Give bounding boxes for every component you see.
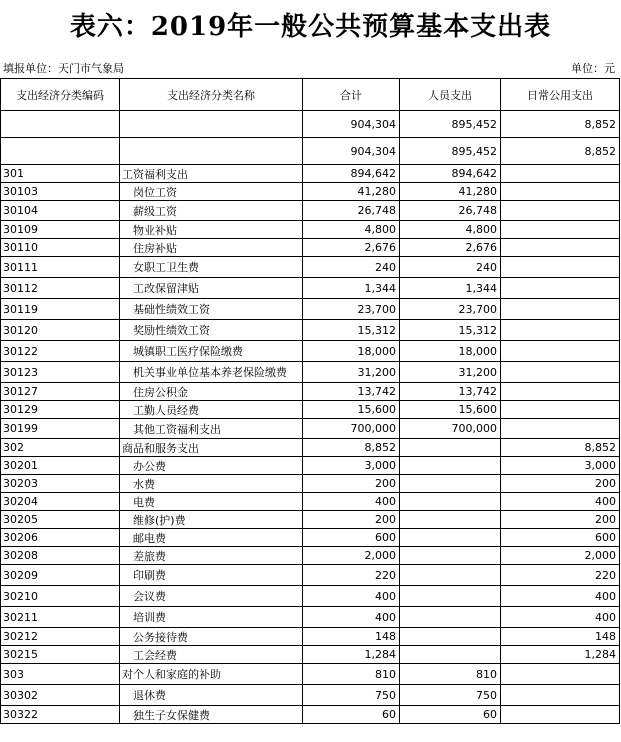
table-row [1, 439, 620, 457]
total-cell: 700,000 [303, 419, 400, 439]
code-cell: 30104 [1, 201, 120, 221]
name-cell: 工会经费 [120, 646, 303, 664]
daily-cell: 400 [501, 586, 620, 607]
total-cell: 200 [303, 475, 400, 493]
personnel-cell [400, 457, 501, 475]
table-row [1, 138, 620, 165]
daily-cell [501, 706, 620, 724]
col-header-code: 支出经济分类编码 [1, 79, 120, 111]
name-cell: 工改保留津贴 [120, 278, 303, 299]
daily-cell [501, 664, 620, 685]
total-cell: 8,852 [303, 439, 400, 457]
table-row [1, 320, 620, 341]
personnel-cell: 41,280 [400, 183, 501, 201]
daily-cell: 200 [501, 475, 620, 493]
total-cell: 18,000 [303, 341, 400, 362]
code-cell: 30103 [1, 183, 120, 201]
daily-cell [501, 201, 620, 221]
personnel-cell: 15,600 [400, 401, 501, 419]
table-row [1, 419, 620, 439]
daily-cell: 600 [501, 529, 620, 547]
code-cell: 30109 [1, 221, 120, 239]
table-row [1, 547, 620, 565]
daily-cell: 400 [501, 493, 620, 511]
daily-cell [501, 383, 620, 401]
table-row [1, 221, 620, 239]
personnel-cell: 26,748 [400, 201, 501, 221]
code-cell: 30204 [1, 493, 120, 511]
table-row [1, 529, 620, 547]
code-cell [1, 138, 120, 165]
table-row [1, 383, 620, 401]
code-cell: 302 [1, 439, 120, 457]
name-cell: 电费 [120, 493, 303, 511]
table-row [1, 165, 620, 183]
code-cell: 30199 [1, 419, 120, 439]
total-cell: 23,700 [303, 299, 400, 320]
table-row [1, 475, 620, 493]
code-cell: 301 [1, 165, 120, 183]
total-cell: 894,642 [303, 165, 400, 183]
personnel-cell: 31,200 [400, 362, 501, 383]
personnel-cell [400, 628, 501, 646]
name-cell: 退休费 [120, 685, 303, 706]
name-cell: 岗位工资 [120, 183, 303, 201]
daily-cell [501, 341, 620, 362]
personnel-cell: 700,000 [400, 419, 501, 439]
total-cell: 200 [303, 511, 400, 529]
name-cell: 邮电费 [120, 529, 303, 547]
code-cell: 30211 [1, 607, 120, 628]
table-row [1, 646, 620, 664]
name-cell: 会议费 [120, 586, 303, 607]
total-cell: 2,000 [303, 547, 400, 565]
daily-cell: 2,000 [501, 547, 620, 565]
personnel-cell [400, 565, 501, 586]
daily-cell [501, 320, 620, 341]
code-cell: 30120 [1, 320, 120, 341]
budget-table [0, 78, 620, 724]
name-cell: 公务接待费 [120, 628, 303, 646]
code-cell: 30302 [1, 685, 120, 706]
table-row [1, 201, 620, 221]
daily-cell: 400 [501, 607, 620, 628]
personnel-cell [400, 646, 501, 664]
table-row [1, 239, 620, 257]
daily-cell: 8,852 [501, 439, 620, 457]
reporting-unit: 填报单位：天门市气象局 [3, 62, 124, 75]
daily-cell [501, 239, 620, 257]
code-cell: 30208 [1, 547, 120, 565]
name-cell: 女职工卫生费 [120, 257, 303, 278]
total-cell: 904,304 [303, 111, 400, 138]
table-row [1, 706, 620, 724]
table-row [1, 586, 620, 607]
code-cell: 30209 [1, 565, 120, 586]
name-cell: 维修(护)费 [120, 511, 303, 529]
col-header-name: 支出经济分类名称 [120, 79, 303, 111]
name-cell: 培训费 [120, 607, 303, 628]
table-row [1, 278, 620, 299]
code-cell: 303 [1, 664, 120, 685]
name-cell: 商品和服务支出 [120, 439, 303, 457]
code-cell: 30212 [1, 628, 120, 646]
total-cell: 400 [303, 586, 400, 607]
personnel-cell: 23,700 [400, 299, 501, 320]
currency-unit: 单位：元 [571, 62, 615, 75]
code-cell: 30122 [1, 341, 120, 362]
table-body [1, 111, 620, 724]
table-row [1, 511, 620, 529]
code-cell: 30129 [1, 401, 120, 419]
name-cell: 差旅费 [120, 547, 303, 565]
total-cell: 31,200 [303, 362, 400, 383]
table-row [1, 299, 620, 320]
total-cell: 750 [303, 685, 400, 706]
code-cell: 30119 [1, 299, 120, 320]
personnel-cell: 750 [400, 685, 501, 706]
total-cell: 15,312 [303, 320, 400, 341]
daily-cell: 220 [501, 565, 620, 586]
total-cell: 810 [303, 664, 400, 685]
name-cell: 物业补贴 [120, 221, 303, 239]
name-cell: 工勤人员经费 [120, 401, 303, 419]
table-header-row [1, 79, 620, 111]
daily-cell [501, 299, 620, 320]
personnel-cell [400, 475, 501, 493]
name-cell: 奖励性绩效工资 [120, 320, 303, 341]
personnel-cell [400, 493, 501, 511]
daily-cell [501, 278, 620, 299]
total-cell: 400 [303, 607, 400, 628]
table-row [1, 664, 620, 685]
table-row [1, 341, 620, 362]
personnel-cell: 15,312 [400, 320, 501, 341]
table-row [1, 457, 620, 475]
table-row [1, 628, 620, 646]
daily-cell [501, 362, 620, 383]
total-cell: 2,676 [303, 239, 400, 257]
page-title: 表六：2019年一般公共预算基本支出表 [69, 12, 552, 42]
total-cell: 41,280 [303, 183, 400, 201]
daily-cell: 8,852 [501, 111, 620, 138]
code-cell: 30215 [1, 646, 120, 664]
name-cell: 独生子女保健费 [120, 706, 303, 724]
code-cell: 30110 [1, 239, 120, 257]
name-cell: 水费 [120, 475, 303, 493]
table-row [1, 493, 620, 511]
col-header-total: 合计 [303, 79, 400, 111]
personnel-cell [400, 586, 501, 607]
name-cell [120, 111, 303, 138]
personnel-cell [400, 511, 501, 529]
code-cell: 30123 [1, 362, 120, 383]
daily-cell: 8,852 [501, 138, 620, 165]
table-row [1, 257, 620, 278]
code-cell: 30127 [1, 383, 120, 401]
personnel-cell: 240 [400, 257, 501, 278]
table-row [1, 607, 620, 628]
personnel-cell: 895,452 [400, 138, 501, 165]
name-cell: 印刷费 [120, 565, 303, 586]
total-cell: 600 [303, 529, 400, 547]
total-cell: 13,742 [303, 383, 400, 401]
table-row [1, 685, 620, 706]
table-row [1, 401, 620, 419]
daily-cell: 200 [501, 511, 620, 529]
personnel-cell: 4,800 [400, 221, 501, 239]
code-cell: 30203 [1, 475, 120, 493]
daily-cell: 148 [501, 628, 620, 646]
name-cell: 基础性绩效工资 [120, 299, 303, 320]
name-cell: 住房公积金 [120, 383, 303, 401]
code-cell [1, 111, 120, 138]
total-cell: 148 [303, 628, 400, 646]
personnel-cell [400, 529, 501, 547]
code-cell: 30111 [1, 257, 120, 278]
personnel-cell: 895,452 [400, 111, 501, 138]
daily-cell [501, 183, 620, 201]
name-cell: 机关事业单位基本养老保险缴费 [120, 362, 303, 383]
total-cell: 1,344 [303, 278, 400, 299]
table-row [1, 362, 620, 383]
name-cell: 办公费 [120, 457, 303, 475]
name-cell: 对个人和家庭的补助 [120, 664, 303, 685]
name-cell: 其他工资福利支出 [120, 419, 303, 439]
personnel-cell: 18,000 [400, 341, 501, 362]
code-cell: 30210 [1, 586, 120, 607]
personnel-cell [400, 607, 501, 628]
col-header-daily: 日常公用支出 [501, 79, 620, 111]
name-cell: 工资福利支出 [120, 165, 303, 183]
name-cell: 住房补贴 [120, 239, 303, 257]
table-row [1, 565, 620, 586]
daily-cell [501, 401, 620, 419]
total-cell: 15,600 [303, 401, 400, 419]
total-cell: 60 [303, 706, 400, 724]
total-cell: 904,304 [303, 138, 400, 165]
total-cell: 1,284 [303, 646, 400, 664]
total-cell: 26,748 [303, 201, 400, 221]
daily-cell [501, 419, 620, 439]
total-cell: 400 [303, 493, 400, 511]
personnel-cell: 2,676 [400, 239, 501, 257]
daily-cell [501, 221, 620, 239]
personnel-cell: 13,742 [400, 383, 501, 401]
code-cell: 30322 [1, 706, 120, 724]
daily-cell [501, 685, 620, 706]
personnel-cell [400, 439, 501, 457]
daily-cell [501, 165, 620, 183]
name-cell: 薪级工资 [120, 201, 303, 221]
total-cell: 220 [303, 565, 400, 586]
name-cell [120, 138, 303, 165]
code-cell: 30205 [1, 511, 120, 529]
personnel-cell: 810 [400, 664, 501, 685]
col-header-personnel: 人员支出 [400, 79, 501, 111]
personnel-cell: 1,344 [400, 278, 501, 299]
personnel-cell [400, 547, 501, 565]
daily-cell [501, 257, 620, 278]
personnel-cell: 60 [400, 706, 501, 724]
name-cell: 城镇职工医疗保险缴费 [120, 341, 303, 362]
total-cell: 4,800 [303, 221, 400, 239]
table-row [1, 111, 620, 138]
table-row [1, 183, 620, 201]
daily-cell: 3,000 [501, 457, 620, 475]
code-cell: 30206 [1, 529, 120, 547]
total-cell: 3,000 [303, 457, 400, 475]
code-cell: 30112 [1, 278, 120, 299]
daily-cell: 1,284 [501, 646, 620, 664]
code-cell: 30201 [1, 457, 120, 475]
total-cell: 240 [303, 257, 400, 278]
personnel-cell: 894,642 [400, 165, 501, 183]
